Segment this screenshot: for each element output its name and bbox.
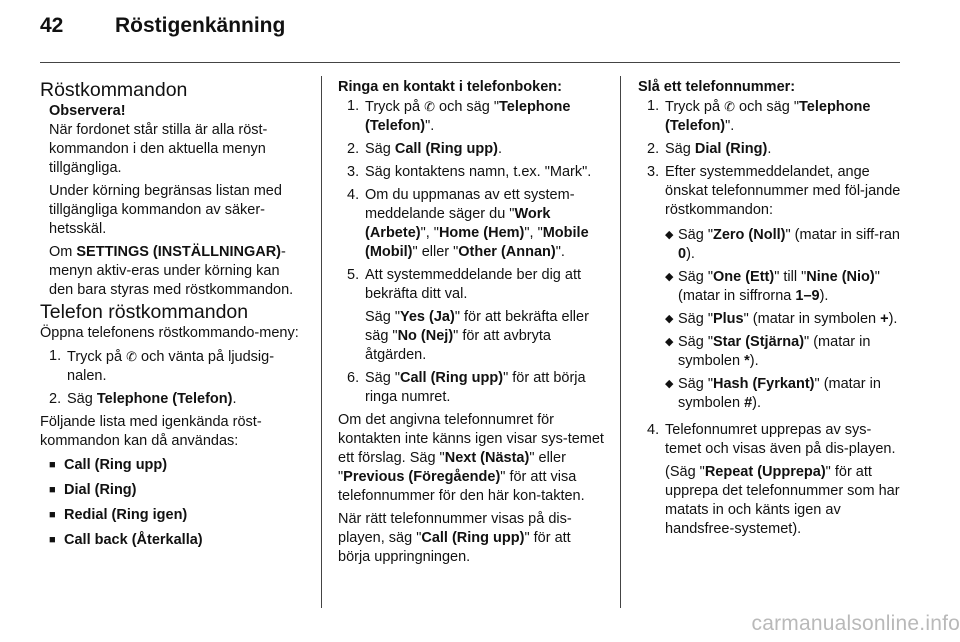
intro-text: Öppna telefonens röstkommando-meny: xyxy=(40,325,299,341)
list-item: ◆ Säg "Hash (Fyrkant)" (matar in symbolen #). xyxy=(665,376,881,411)
list-item: 5. Att systemmeddelande ber dig att bekräfta ditt val. Säg "Yes (Ja)" för att bekräfta eller säg "No (Nej)" för att avbryta åtgärden. xyxy=(347,267,589,363)
square-bullet-icon: ■ xyxy=(49,534,56,546)
list-item: ◆ Säg "One (Ett)" till "Nine (Nio)" (matar in siffrorna 1–9). xyxy=(665,269,880,304)
phone-call-icon: ✆ xyxy=(724,99,735,114)
column-3 xyxy=(638,78,902,543)
list-item: 1. Tryck på ✆ och säg "Telephone (Telefon)". xyxy=(347,98,571,134)
note-block xyxy=(40,102,305,300)
list-item: 4. Om du uppmanas av ett system-meddelande säger du "Work (Arbete)", "Home (Hem)", "Mobile (Mobil)" eller "Other (Annan)". xyxy=(347,187,589,260)
square-bullet-icon: ■ xyxy=(49,484,56,496)
list-item: 6. Säg "Call (Ring upp)" för att börja ringa numret. xyxy=(347,370,586,405)
digit-command-list xyxy=(665,226,902,413)
page-number: 42 xyxy=(40,14,64,37)
list-item: ◆ Säg "Zero (Noll)" (matar in siff-ran 0). xyxy=(665,227,900,262)
header-rule xyxy=(40,62,900,63)
list-item: 4. Telefonnumret upprepas av sys-temet och visas även på dis-playen. (Säg "Repeat (Upprepa)" för att upprepa det telefonnummer som har matats in och känts igen av handsfree-systemet). xyxy=(647,422,900,537)
square-bullet-icon: ■ xyxy=(49,459,56,471)
list-item: ■ Redial (Ring igen) xyxy=(49,507,188,523)
section-heading-voice-commands: Röstkommandon xyxy=(40,79,188,101)
phone-call-icon: ✆ xyxy=(126,349,137,364)
column-divider-2 xyxy=(620,76,621,608)
list-item: 1. Tryck på ✆ och säg "Telephone (Telefon)". xyxy=(647,98,871,134)
watermark: carmanualsonline.info xyxy=(751,612,960,635)
diamond-bullet-icon: ◆ xyxy=(665,229,674,241)
list-item: 2. Säg Telephone (Telefon). xyxy=(49,391,237,407)
command-list xyxy=(40,456,305,550)
list-item: 2. Säg Dial (Ring). xyxy=(647,141,772,157)
square-bullet-icon: ■ xyxy=(49,509,56,521)
list-item: 3. Säg kontaktens namn, t.ex. "Mark". xyxy=(347,164,592,180)
body-paragraph: Om det angivna telefonnumret för kontakten inte känns igen visar sys-temet ett förslag. Säg "Next (Nästa)" eller "Previous (Föregående)" för att visa telefonnummer för den här kon-takten. xyxy=(338,412,604,504)
list-item: ◆ Säg "Star (Stjärna)" (matar in symbolen *). xyxy=(665,334,871,369)
note-title: Observera! xyxy=(49,103,126,119)
page-header xyxy=(40,14,285,54)
diamond-bullet-icon: ◆ xyxy=(665,336,674,348)
list-item: ■ Call (Ring upp) xyxy=(49,457,168,473)
diamond-bullet-icon: ◆ xyxy=(665,271,674,283)
phone-call-icon: ✆ xyxy=(424,99,435,114)
note-paragraph: När fordonet står stilla är alla röst-kommandon i den aktuella menyn tillgängliga. xyxy=(49,122,268,176)
list-intro: Följande lista med igenkända röst-kommandon kan då användas: xyxy=(40,414,262,449)
list-item: ■ Dial (Ring) xyxy=(49,482,137,498)
steps-list xyxy=(40,347,305,409)
list-item: ■ Call back (Återkalla) xyxy=(49,532,203,548)
column-divider-1 xyxy=(321,76,322,608)
section-heading-phone-commands: Telefon röstkommandon xyxy=(40,301,249,323)
note-paragraph: Under körning begränsas listan med tillgängliga kommandon av säker-hetsskäl. xyxy=(49,183,282,237)
diamond-bullet-icon: ◆ xyxy=(665,313,674,325)
list-item: 1. Tryck på ✆ och vänta på ljudsig-nalen. xyxy=(49,348,275,384)
subsection-title: Ringa en kontakt i telefonboken: xyxy=(338,79,562,95)
page-title: Röstigenkänning xyxy=(115,14,286,37)
steps-list xyxy=(638,97,902,539)
body-paragraph: När rätt telefonnummer visas på dis-playen, säg "Call (Ring upp)" för att börja uppringningen. xyxy=(338,511,572,565)
list-item: 3. Efter systemmeddelandet, ange önskat telefonnummer med föl-jande röstkommandon: ◆ Säg "Zero (Noll)" (matar in siff-ran 0). ◆ Säg "One (Ett)" till "Nine (Nio)" (matar in siffrorna 1–9). ◆ Säg "Plus" (matar in symbolen +). ◆ Säg "Star (Stjärna)" (matar in symbolen *). ◆ Säg "Hash (Fyrkant)" (matar in symbolen #). xyxy=(647,164,901,411)
list-item: 2. Säg Call (Ring upp). xyxy=(347,141,502,157)
column-1 xyxy=(40,78,305,556)
diamond-bullet-icon: ◆ xyxy=(665,378,674,390)
steps-list xyxy=(338,97,606,407)
subsection-title: Slå ett telefonnummer: xyxy=(638,79,796,95)
note-paragraph: Om SETTINGS (INSTÄLLNINGAR)-menyn aktiv-eras under körning kan den bara styras med röstkommandon. xyxy=(49,244,294,298)
column-2 xyxy=(338,78,606,567)
list-item: ◆ Säg "Plus" (matar in symbolen +). xyxy=(665,311,898,327)
